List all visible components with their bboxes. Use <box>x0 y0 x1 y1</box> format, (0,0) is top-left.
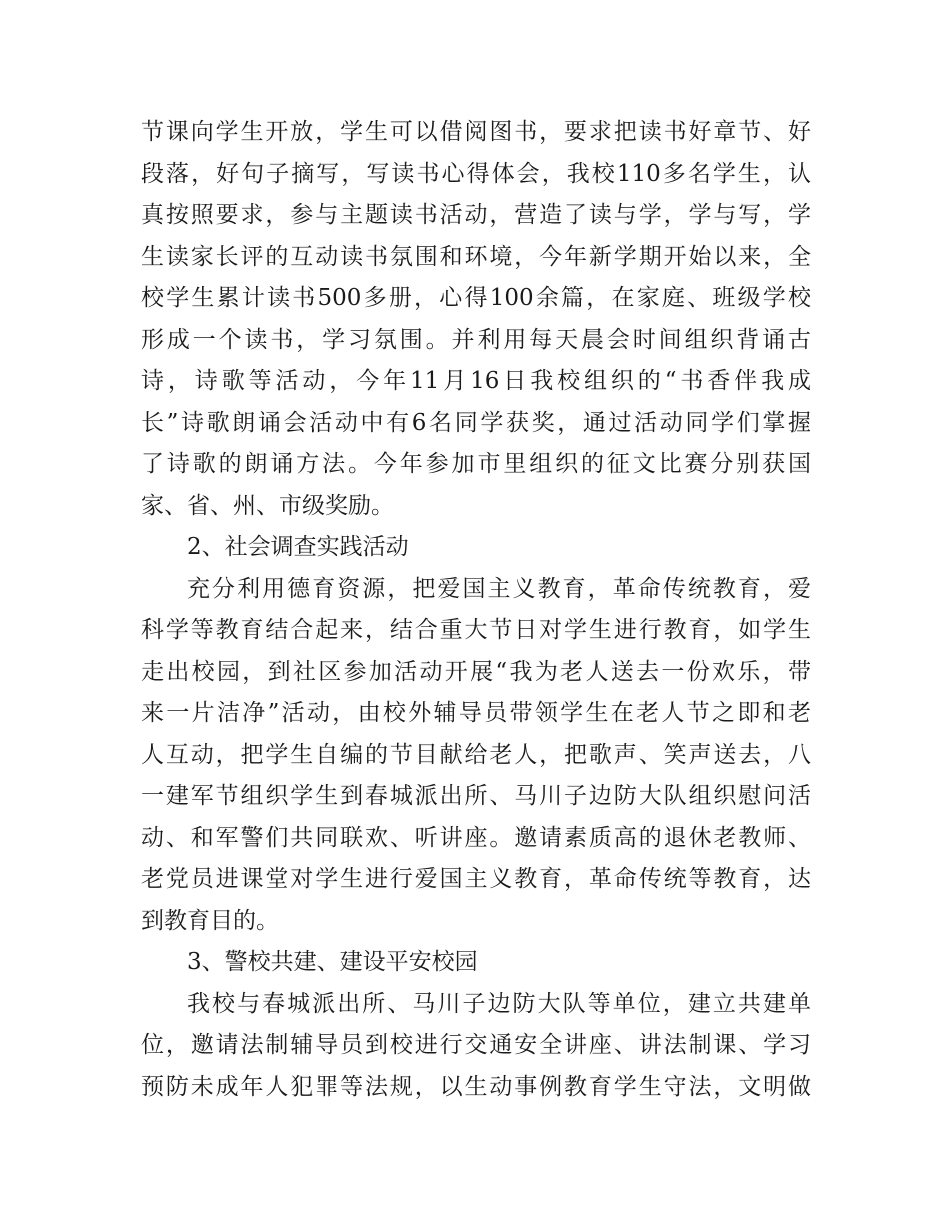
text-line: 诗，诗歌等活动，今年11月16日我校组织的“书香伴我成 <box>141 368 811 394</box>
text-line: 形成一个读书，学习氛围。并利用每天晨会时间组织背诵古 <box>141 326 811 353</box>
text-line: 校学生累计读书500多册，心得100余篇，在家庭、班级学校 <box>141 285 811 311</box>
text-line: 走出校园，到社区参加活动开展“我为老人送去一份欢乐，带 <box>141 658 811 685</box>
text-line: 节课向学生开放，学生可以借阅图书，要求把读书好章节、好 <box>141 119 811 145</box>
document-page <box>141 112 811 1108</box>
section-heading: 3、警校共建、建设平安校园 <box>187 949 478 975</box>
text-line: 科学等教育结合起来，结合重大节日对学生进行教育，如学生 <box>141 617 811 643</box>
text-line: 老党员进课堂对学生进行爱国主义教育，革命传统等教育，达 <box>141 866 811 892</box>
text-line: 长”诗歌朗诵会活动中有6名同学获奖，通过活动同学们掌握 <box>141 409 811 436</box>
text-line: 充分利用德育资源，把爱国主义教育，革命传统教育，爱 <box>187 575 811 602</box>
text-line: 真按照要求，参与主题读书活动，营造了读与学，学与写，学 <box>141 202 811 228</box>
text-line: 预防未成年人犯罪等法规，以生动事例教育学生守法，文明做 <box>141 1073 811 1100</box>
text-line: 位，邀请法制辅导员到校进行交通安全讲座、讲法制课、学习 <box>141 1032 811 1058</box>
text-line: 人互动，把学生自编的节目献给老人，把歌声、笑声送去，八 <box>141 741 811 768</box>
text-line: 来一片洁净”活动，由校外辅导员带领学生在老人节之即和老 <box>141 700 811 726</box>
text-line: 我校与春城派出所、马川子边防大队等单位，建立共建单 <box>187 990 811 1017</box>
text-line: 段落，好句子摘写，写读书心得体会，我校110多名学生，认 <box>141 160 811 187</box>
text-line: 到教育目的。 <box>141 907 279 934</box>
text-line: 家、省、州、市级奖励。 <box>141 492 394 519</box>
section-heading: 2、社会调查实践活动 <box>187 534 409 560</box>
text-line: 动、和军警们共同联欢、听讲座。邀请素质高的退休老教师、 <box>141 824 811 851</box>
text-line: 一建军节组织学生到春城派出所、马川子边防大队组织慰问活 <box>141 783 811 809</box>
text-line: 了诗歌的朗诵方法。今年参加市里组织的征文比赛分别获国 <box>141 451 811 477</box>
text-line: 生读家长评的互动读书氛围和环境，今年新学期开始以来，全 <box>141 243 811 270</box>
